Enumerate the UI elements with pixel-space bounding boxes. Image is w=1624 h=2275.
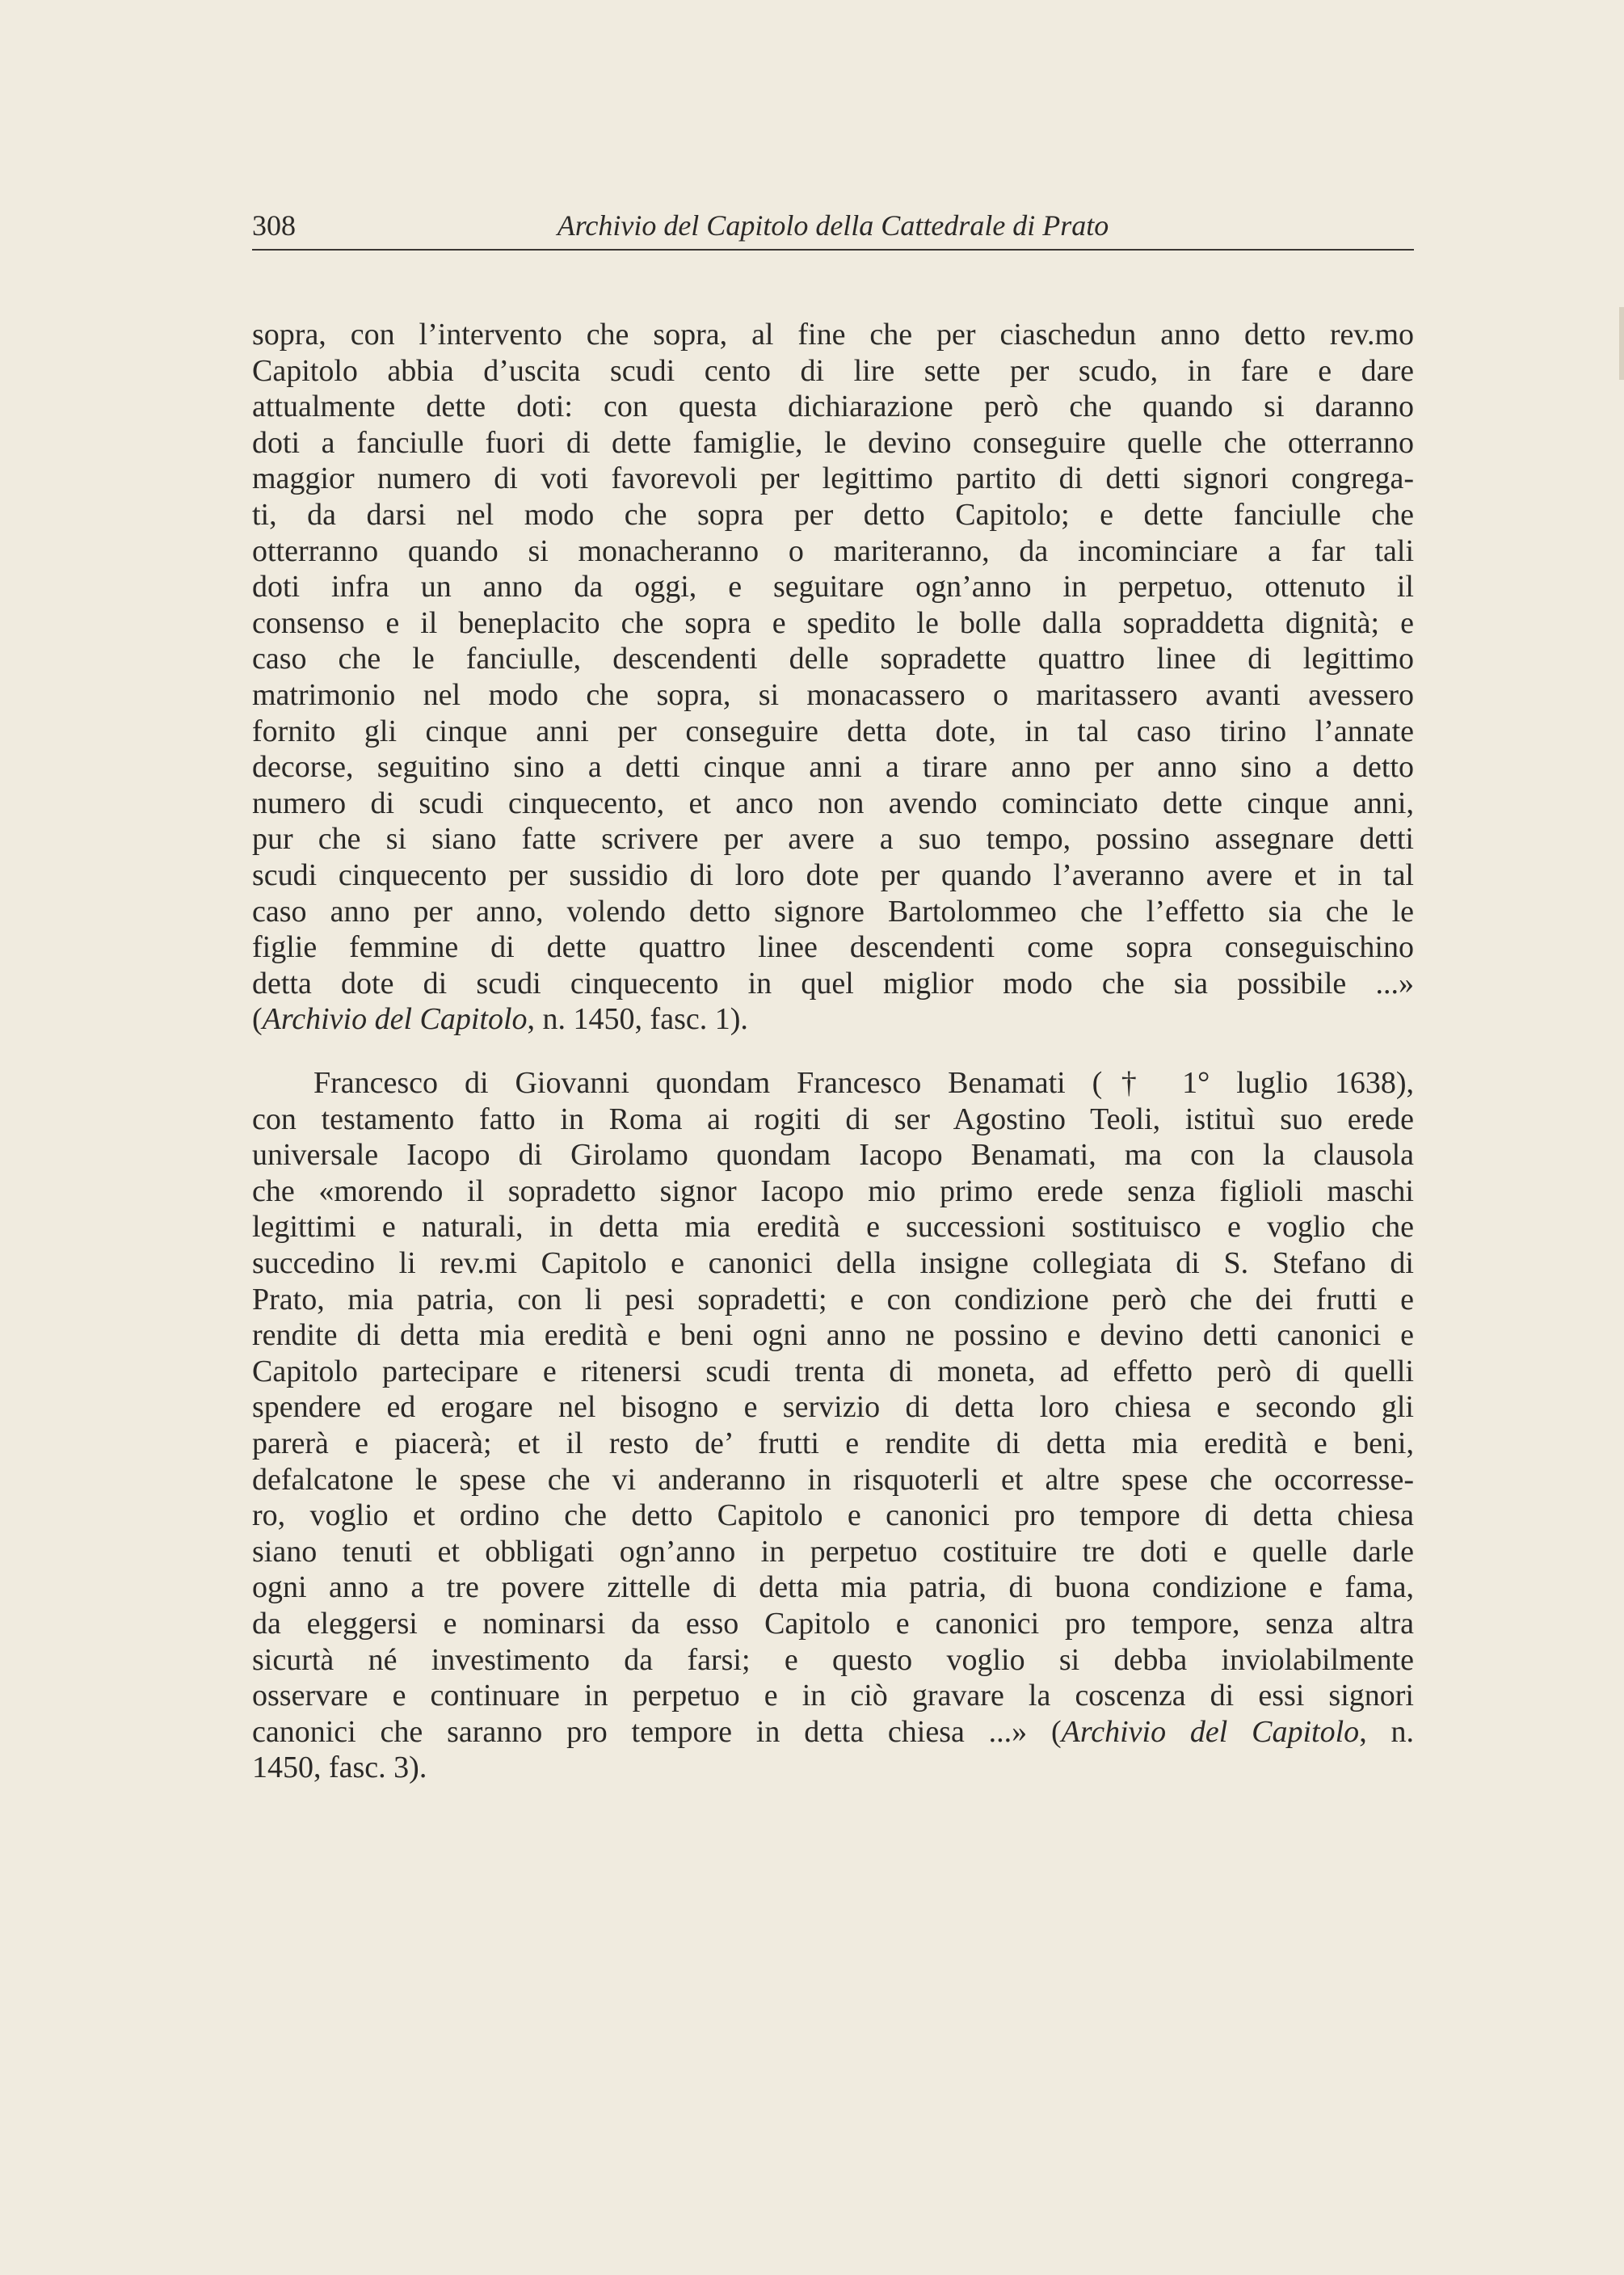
text-line: 1450, fasc. 3). [252,1750,427,1785]
text-line: caso che le fanciulle, descendenti delle sopradette quattro linee di legittimo [252,642,1414,676]
text-line: parerà e piacerà; et il resto de’ frutti e rendite di detta mia eredità e beni, [252,1426,1414,1460]
text-segment: canonici che saranno pro tempore in detta chiesa ...» ( [252,1714,1062,1749]
text-line: Capitolo partecipare e ritenersi scudi trenta di moneta, ad effetto però di quelli [252,1354,1414,1388]
paragraph-quote-continuation [252,317,1414,1038]
citation-italic: Archivio del Capitolo [1061,1714,1360,1749]
text-line: ogni anno a tre povere zittelle di detta mia patria, di buona condizione e fama, [252,1570,1414,1605]
text-line: matrimonio nel modo che sopra, si monacassero o maritassero avanti avessero [252,677,1414,712]
text-line: detta dote di scudi cinquecento in quel miglior modo che sia possibile ...» [252,966,1414,1001]
text-segment: , n. [1359,1714,1415,1749]
text-line: con testamento fatto in Roma ai rogiti di ser Agostino Teoli, istituì suo erede [252,1102,1414,1136]
text-line: figlie femmine di dette quattro linee descendenti come sopra conseguischino [252,930,1414,965]
text-line: pur che si siano fatte scrivere per avere a suo tempo, possino assegnare detti [252,822,1414,857]
paragraph-benamati-testament [252,1065,1414,1786]
text-line: otterranno quando si monacheranno o mariteranno, da incominciare a far tali [252,533,1414,568]
text-line [252,1714,1414,1750]
text-line: decorse, seguitino sino a detti cinque anni a tirare anno per anno sino a detto [252,750,1414,785]
page-number: 308 [252,209,296,242]
text-line: universale Iacopo di Girolamo quondam Iacopo Benamati, ma con la clausola [252,1138,1414,1173]
text-line: doti infra un anno da oggi, e seguitare ogn’anno in perpetuo, ottenuto il [252,570,1414,605]
text-line: maggior numero di voti favorevoli per legittimo partito di detti signori congrega- [252,461,1414,496]
citation-italic: Archivio del Capitolo [262,1002,528,1037]
text-line: attualmente dette doti: con questa dichiarazione però che quando si daranno [252,390,1414,424]
text-line: doti a fanciulle fuori di dette famiglie, le devino conseguire quelle che otterranno [252,425,1414,460]
text-line: sicurtà né investimento da farsi; e questo voglio si debba inviolabilmente [252,1642,1414,1677]
text-line: succedino li rev.mi Capitolo e canonici della insigne collegiata di S. Stefano di [252,1245,1414,1280]
running-header [252,209,1414,247]
text-line: rendite di detta mia eredità e beni ogni anno ne possino e devino detti canonici e [252,1318,1414,1353]
text-line: Prato, mia patria, con li pesi sopradetti; e con condizione però che dei frutti e [252,1282,1414,1317]
text-line: che «morendo il sopradetto signor Iacopo mio primo erede senza figlioli maschi [252,1173,1414,1208]
text-line: fornito gli cinque anni per conseguire detta dote, in tal caso tirino l’annate [252,714,1414,748]
text-line: siano tenuti et obbligati ogn’anno in perpetuo costituire tre doti e quelle darle [252,1534,1414,1569]
page-edge-shadow [1619,307,1624,380]
text-line: spendere ed erogare nel bisogno e servizio di detta loro chiesa e secondo gli [252,1390,1414,1425]
text-segment: ( [252,1002,263,1037]
text-line: da eleggersi e nominarsi da esso Capitolo e canonici pro tempore, senza altra [252,1606,1414,1641]
text-line: ro, voglio et ordino che detto Capitolo e canonici pro tempore di detta chiesa [252,1498,1414,1533]
header-rule [252,249,1414,251]
text-line: legittimi e naturali, in detta mia eredità e successioni sostituisco e voglio che [252,1210,1414,1245]
text-line: sopra, con l’intervento che sopra, al fine che per ciaschedun anno detto rev.mo [252,318,1414,352]
text-segment: , n. 1450, fasc. 1). [527,1002,748,1037]
text-line: consenso e il beneplacito che sopra e spedito le bolle dalla sopraddetta dignità; e [252,605,1414,640]
text-line [252,1001,1414,1038]
text-line: scudi cinquecento per sussidio di loro dote per quando l’averanno avere et in tal [252,857,1414,892]
text-line: defalcatone le spese che vi anderanno in risquoterli et altre spese che occorresse- [252,1462,1414,1497]
text-line: caso anno per anno, volendo detto signore Bartolommeo che l’effetto sia che le [252,894,1414,929]
text-line: numero di scudi cinquecento, et anco non avendo cominciato dette cinque anni, [252,786,1414,820]
running-title: Archivio del Capitolo della Cattedrale di Prato [557,209,1109,242]
text-line: ti, da darsi nel modo che sopra per detto Capitolo; e dette fanciulle che [252,497,1414,532]
text-line: Capitolo abbia d’uscita scudi cento di lire sette per scudo, in fare e dare [252,353,1414,388]
text-line: Francesco di Giovanni quondam Francesco Benamati († 1° luglio 1638), [313,1066,1414,1100]
text-line: osservare e continuare in perpetuo e in ciò gravare la coscenza di essi signori [252,1679,1414,1713]
